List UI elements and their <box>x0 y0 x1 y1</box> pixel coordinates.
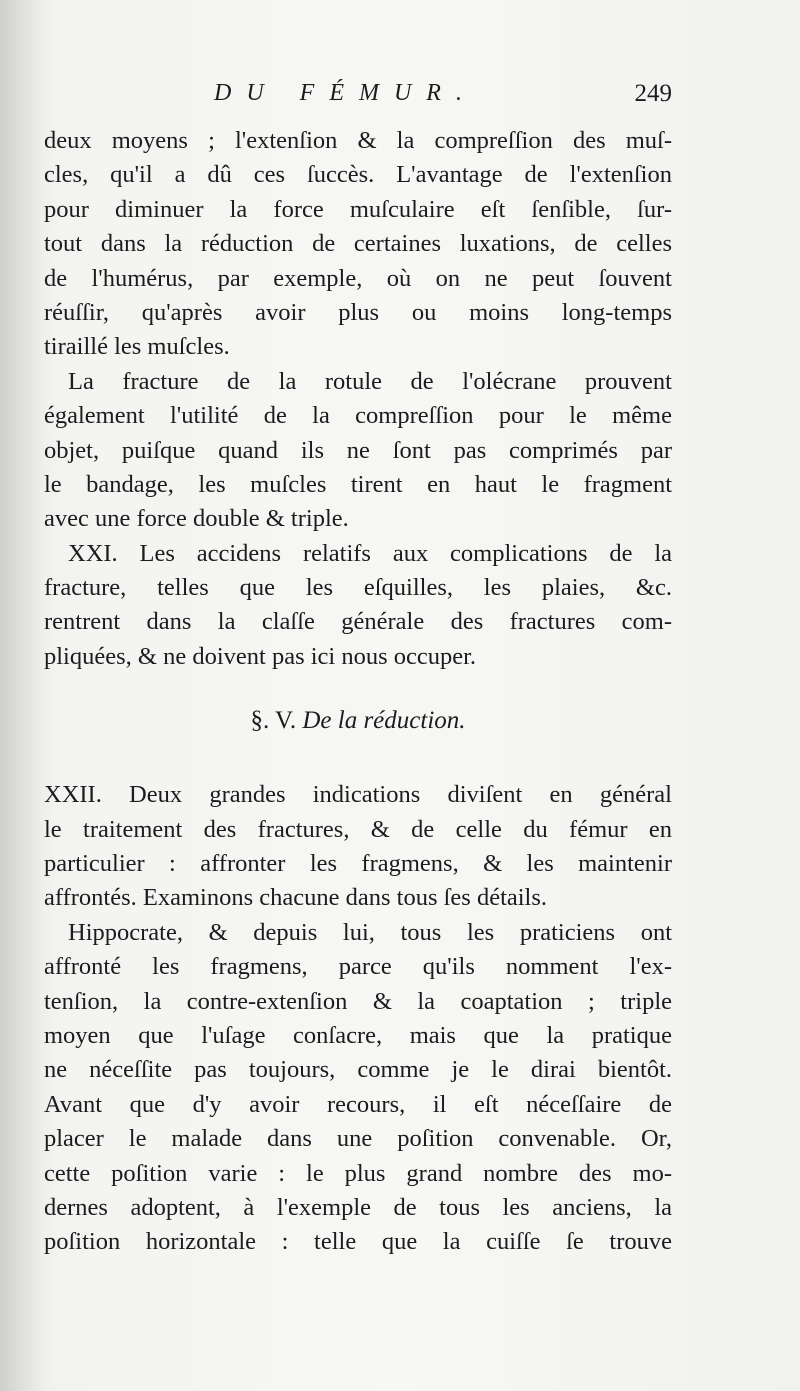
text-line: poſition horizontale : telle que la cuiſſe ſe trouve <box>44 1228 672 1256</box>
text-line: deux moyens ; l'extenſion & la compreſſion des muſ- <box>44 127 672 154</box>
text-line: fracture, telles que les eſquilles, les plaies, &c. <box>44 574 672 602</box>
text-line: affrontés. Examinons chacune dans tous ſes détails. <box>44 884 548 912</box>
text-line: particulier : affronter les fragmens, & les maintenir <box>44 850 672 878</box>
text-line: cles, qu'il a dû ces ſuccès. L'avantage de l'extenſion <box>44 161 672 189</box>
section-heading <box>44 704 672 744</box>
body-text <box>44 124 672 1260</box>
text-line: le bandage, les muſcles tirent en haut le fragment <box>44 470 672 498</box>
text-line: tiraillé les muſcles. <box>44 333 230 361</box>
text-line: Hippocrate, & depuis lui, tous les praticiens ont <box>68 918 672 946</box>
text-line: affronté les fragmens, parce qu'ils nomment l'ex- <box>44 953 672 981</box>
text-line: ne néceſſite pas toujours, comme je le dirai bientôt. <box>44 1056 672 1084</box>
text-line: rentrent dans la claſſe générale des fractures com- <box>44 608 672 636</box>
text-line: moyen que l'uſage conſacre, mais que la pratique <box>44 1021 672 1049</box>
text-line: La fracture de la rotule de l'olécrane prouvent <box>68 367 672 395</box>
running-title: DU FÉMUR. <box>214 80 477 106</box>
section-title: De la réduction. <box>302 707 466 735</box>
text-line: dernes adoptent, à l'exemple de tous les anciens, la <box>44 1193 672 1221</box>
section-number: §. V. <box>250 707 297 735</box>
text-line: de l'humérus, par exemple, où on ne peut ſouvent <box>44 264 672 292</box>
page-number: 249 <box>634 80 672 107</box>
text-line: pliquées, & ne doivent pas ici nous occuper. <box>44 642 477 670</box>
gutter-shadow <box>0 0 44 1391</box>
text-line: avec une force double & triple. <box>44 505 349 533</box>
text-line: XXI. Les accidens relatifs aux complications de la <box>68 539 672 567</box>
text-line: XXII. Deux grandes indications diviſent en général <box>44 781 672 809</box>
text-line: également l'utilité de la compreſſion pour le même <box>44 402 672 430</box>
text-line: Avant que d'y avoir recours, il eſt néceſſaire de <box>44 1090 672 1118</box>
text-line: tenſion, la contre-extenſion & la coaptation ; triple <box>44 987 672 1015</box>
text-line: tout dans la réduction de certaines luxations, de celles <box>44 230 672 258</box>
text-line: réuſſir, qu'après avoir plus ou moins long-temps <box>44 298 672 326</box>
text-line: le traitement des fractures, & de celle du fémur en <box>44 815 672 843</box>
text-line: pour diminuer la force muſculaire eſt ſenſible, ſur- <box>44 195 672 223</box>
text-line: placer le malade dans une poſition convenable. Or, <box>44 1125 672 1153</box>
text-line: cette poſition varie : le plus grand nombre des mo- <box>44 1159 672 1187</box>
running-head <box>44 80 672 120</box>
text-line: objet, puiſque quand ils ne ſont pas comprimés par <box>44 436 672 464</box>
